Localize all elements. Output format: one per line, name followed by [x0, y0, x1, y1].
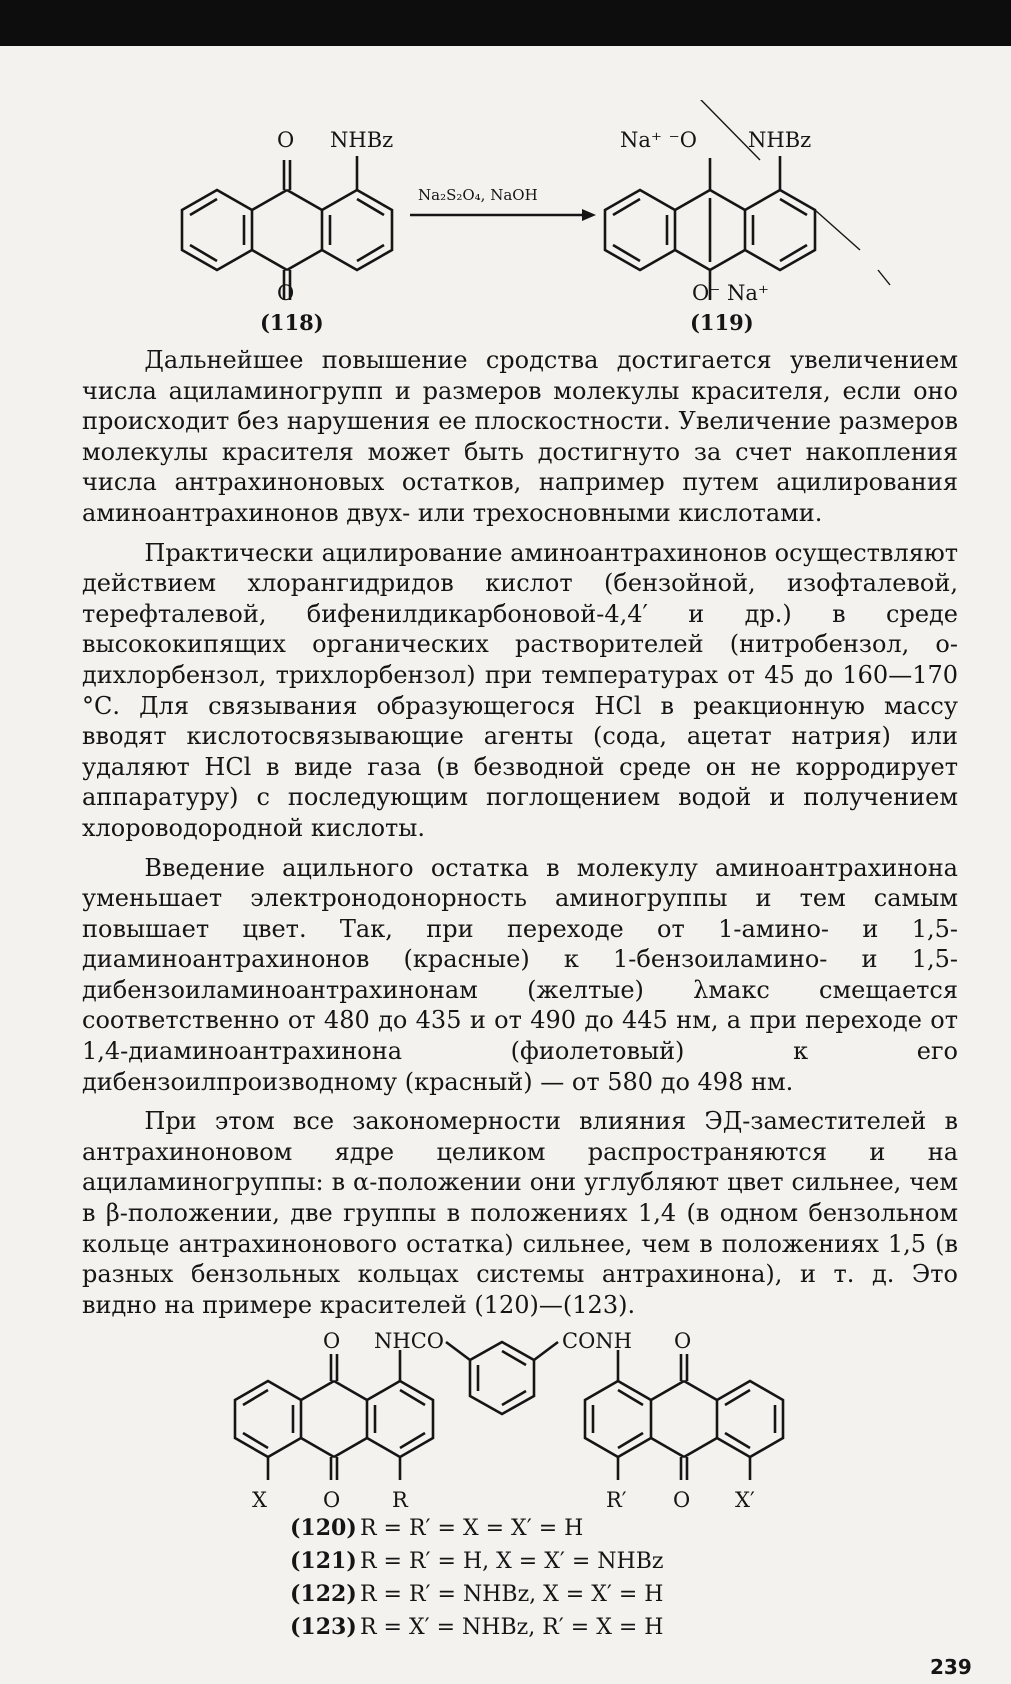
definition-row-120 [290, 1512, 664, 1545]
label-nhco: NHCO [374, 1329, 444, 1353]
reagent-label: Na₂S₂O₄, NaOH [418, 186, 538, 204]
label-na-o-119: Na⁺ ⁻O [620, 128, 697, 152]
paragraph-2: Практически ацилирование аминоантрахинонов осуществляют действием хлорангидридов кислот (бензойной, изофталевой, терефталевой, бифенилдикарбоновой-4,4′ и др.) в среде высококипящих органических растворителей (нитробензол, о-дихлорбензол, трихлорбензол) при температурах от 45 до 160—170 °С. Для связывания образующегося HCl в реакционную массу вводят кислотосвязывающие агенты (сода, ацетат натрия) или удаляют HCl в виде газа (в безводной среде он не корродирует аппаратуру) с последующим поглощением водой и получением хлороводородной кислоты. [82, 538, 958, 842]
scan-top-edge [0, 0, 1011, 46]
definition-text: R = X′ = NHBz, R′ = X = H [360, 1615, 664, 1640]
definition-number: (122) [290, 1581, 357, 1607]
definition-text: R = R′ = X = X′ = H [360, 1516, 584, 1541]
body-text [82, 345, 958, 1329]
label-o-bottom-right: O [673, 1488, 691, 1512]
label-nhbz-119: NHBz [748, 128, 812, 152]
paragraph-3: Введение ацильного остатка в молекулу аминоантрахинона уменьшает электронодонорность аминогруппы и тем самым повышает цвет. Так, при переходе от 1-амино- и 1,5-диаминоантрахинонов (красные) к 1-бензоиламино- и 1,5-дибензоиламиноантрахинонам (желтые) λмакс смещается соответственно от 480 до 435 и от 490 до 445 нм, а при переходе от 1,4-диаминоантрахинона (фиолетовый) к его дибензоилпроизводному (красный) — от 580 до 498 нм. [82, 853, 958, 1096]
compound-number-118: (118) [260, 310, 324, 335]
label-o-top-118: O [277, 128, 295, 152]
label-o-top-right: O [674, 1329, 692, 1353]
definition-number: (121) [290, 1548, 357, 1574]
label-o-bottom-118: O [277, 281, 295, 305]
definition-text: R = R′ = NHBz, X = X′ = H [360, 1582, 664, 1607]
compound-number-119: (119) [690, 310, 754, 335]
substituent-definitions [290, 1512, 664, 1644]
anthraquinone-structures-top [0, 100, 1011, 340]
label-o-na-119: O⁻ Na⁺ [692, 281, 769, 305]
definition-number: (120) [290, 1515, 357, 1541]
label-r-prime: R′ [606, 1488, 627, 1512]
label-r-left: R [392, 1488, 408, 1512]
definition-number: (123) [290, 1614, 357, 1640]
label-x-prime: X′ [735, 1488, 755, 1512]
dye-structure-120-123 [0, 1330, 1011, 1515]
bis-anthraquinone-structure [0, 1330, 1011, 1515]
label-o-top-left: O [323, 1329, 341, 1353]
definition-row-121 [290, 1545, 664, 1578]
paragraph-1: Дальнейшее повышение сродства достигается увеличением числа ациламиногрупп и размеров молекулы красителя, если оно происходит без нарушения ее плоскостности. Увеличение размеров молекулы красителя может быть достигнуто за счет накопления числа антрахиноновых остатков, например путем ацилирования аминоантрахинонов двух- или трехосновными кислотами. [82, 346, 958, 527]
label-x-left: X [252, 1488, 267, 1512]
definition-text: R = R′ = H, X = X′ = NHBz [360, 1549, 664, 1574]
paragraph-4: При этом все закономерности влияния ЭД-заместителей в антрахиноновом ядре целиком распространяются и на ациламиногруппы: в α-положении они углубляют цвет сильнее, чем в β-положении, две группы в положениях 1,4 (в одном бензольном кольце антрахинонового остатка) сильнее, чем в положениях 1,5 (в разных бензольных кольцах системы антрахинона), и т. д. Это видно на примере красителей (120)—(123). [82, 1107, 958, 1319]
definition-row-122 [290, 1578, 664, 1611]
label-nhbz-118: NHBz [330, 128, 394, 152]
definition-row-123 [290, 1611, 664, 1644]
reaction-scheme-118-119 [0, 100, 1011, 340]
label-conh: CONH [562, 1329, 632, 1353]
page-number: 239 [930, 1655, 972, 1679]
label-o-bottom-left: O [323, 1488, 341, 1512]
